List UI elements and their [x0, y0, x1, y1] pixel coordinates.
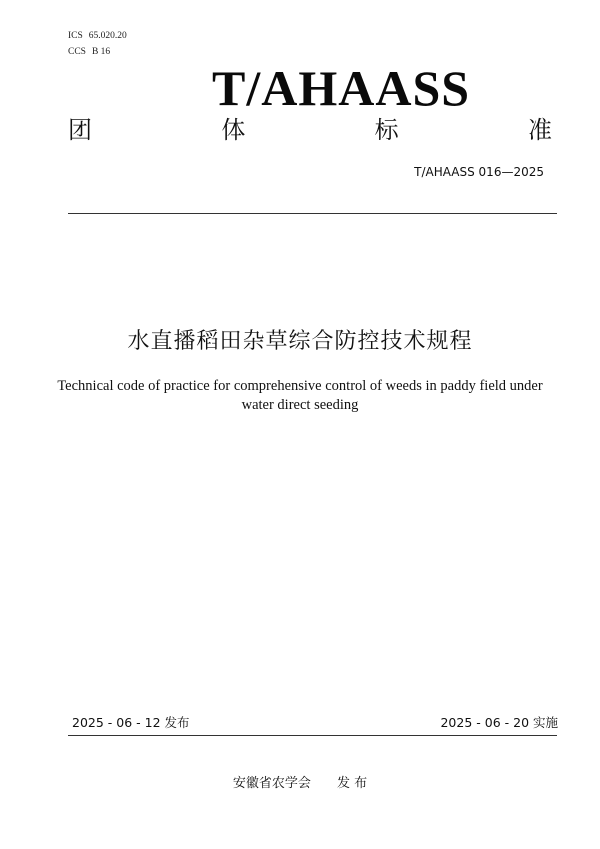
ccs-label: CCS [68, 47, 86, 57]
standard-type-char: 标 [374, 116, 399, 144]
standard-logo: T/AHAASS [212, 60, 471, 116]
ccs-value: B 16 [91, 47, 111, 57]
standard-number: T/AHAASS 016—2025 [414, 165, 544, 179]
classification-codes [68, 28, 127, 60]
publisher-name: 安徽省农学会 [232, 776, 311, 791]
ics-label: ICS [68, 31, 83, 41]
standard-type-char: 团 [68, 116, 92, 144]
top-divider [68, 213, 557, 214]
ics-value: 65.020.20 [88, 31, 127, 41]
publish-label: 发 布 [336, 776, 368, 791]
standard-type [68, 114, 552, 146]
standard-type-char: 准 [527, 116, 552, 144]
standard-type-char: 体 [221, 116, 246, 144]
title-chinese: 水直播稻田杂草综合防控技术规程 [127, 329, 473, 354]
title-english: Technical code of practice for comprehensive control of weeds in paddy field under water direct seeding [57, 378, 543, 413]
ics-code [68, 28, 127, 44]
implementation-date: 2025 - 06 - 20 实施 [440, 715, 558, 730]
issue-date: 2025 - 06 - 12 发布 [72, 715, 190, 730]
ccs-code [68, 44, 127, 60]
publisher-line [0, 775, 600, 793]
bottom-divider [68, 735, 557, 736]
